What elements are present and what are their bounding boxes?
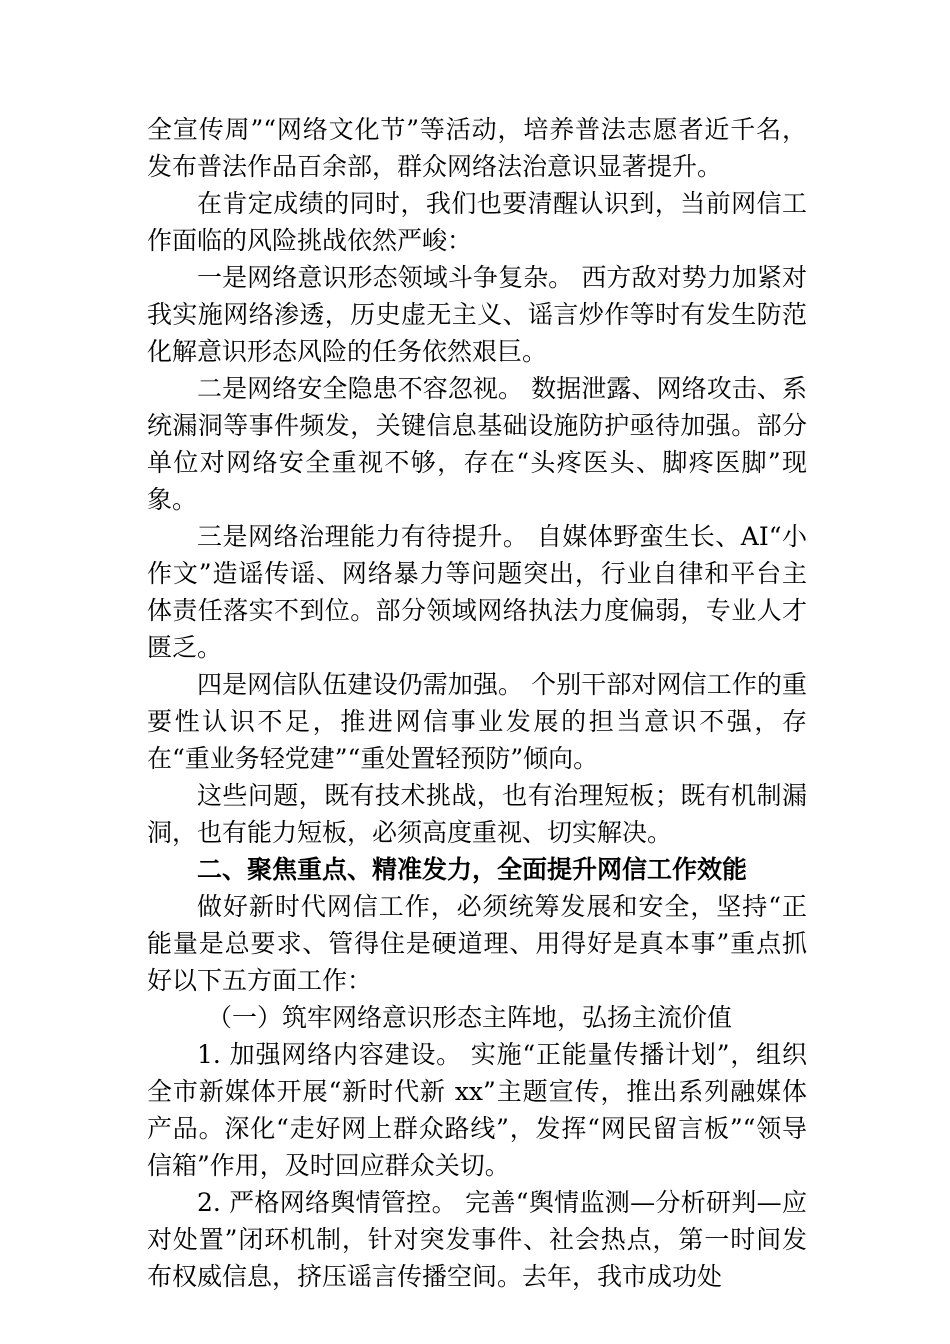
paragraph-challenge-3 bbox=[147, 518, 807, 666]
challenge-1-lead: 一是网络意识形态领域斗争复杂。 bbox=[197, 263, 574, 292]
document-body bbox=[147, 111, 807, 1295]
paragraph-continuation: 全宣传周”“网络文化节”等活动，培养普法志愿者近千名，发布普法作品百余部，群众网络法治意识显著提升。 bbox=[147, 115, 807, 181]
challenge-3-lead: 三是网络治理能力有待提升。 bbox=[197, 522, 529, 551]
paragraph-item-1 bbox=[147, 1036, 807, 1184]
item-2-text: 完善“舆情监测—分析研判—应对处置”闭环机制，针对突发事件、社会热点，第一时间发布权威信息，挤压谣言传播空间。去年，我市成功处 bbox=[147, 1188, 807, 1291]
challenge-4-text: 个别干部对网信工作的重要性认识不足，推进网信事业发展的担当意识不强，存在“重业务轻党建”“重处置轻预防”倾向。 bbox=[147, 670, 807, 773]
paragraph-assessment-intro: 在肯定成绩的同时，我们也要清醒认识到，当前网信工作面临的风险挑战依然严峻： bbox=[147, 189, 807, 255]
challenge-4-lead: 四是网信队伍建设仍需加强。 bbox=[197, 670, 524, 699]
paragraph-section-intro: 做好新时代网信工作，必须统筹发展和安全，坚持“正能量是总要求、管得住是硬道理、用得好是真本事”重点抓好以下五方面工作： bbox=[147, 892, 807, 995]
subsection-heading: （一）筑牢网络意识形态主阵地，弘扬主流价值 bbox=[207, 1003, 733, 1032]
section-heading: 二、聚焦重点、精准发力，全面提升网信工作效能 bbox=[197, 855, 748, 884]
paragraph-challenge-2 bbox=[147, 370, 807, 518]
challenge-2-text: 数据泄露、网络攻击、系统漏洞等事件频发，关键信息基础设施防护亟待加强。部分单位对网络安全重视不够，存在“头疼医头、脚疼医脚”现象。 bbox=[147, 374, 807, 514]
item-2-lead: 2. 严格网络舆情管控。 bbox=[197, 1188, 457, 1217]
challenge-1-text: 西方敌对势力加紧对我实施网络渗透，历史虚无主义、谣言炒作等时有发生防范化解意识形态风险的任务依然艰巨。 bbox=[147, 263, 807, 366]
paragraph-summary: 这些问题，既有技术挑战，也有治理短板；既有机制漏洞，也有能力短板，必须高度重视、切实解决。 bbox=[147, 781, 807, 847]
item-1-lead: 1. 加强网络内容建设。 bbox=[197, 1040, 462, 1069]
challenge-3-text: 自媒体野蛮生长、AI“小作文”造谣传谣、网络暴力等问题突出，行业自律和平台主体责任落实不到位。部分领域网络执法力度偏弱，专业人才匮乏。 bbox=[147, 522, 807, 662]
paragraph-challenge-1 bbox=[147, 259, 807, 370]
paragraph-item-2 bbox=[147, 1184, 807, 1295]
item-1-text: 实施“正能量传播计划”，组织全市新媒体开展“新时代新 xx”主题宣传，推出系列融媒体产品。深化“走好网上群众路线”，发挥“网民留言板”“领导信箱”作用，及时回应群众关切。 bbox=[147, 1040, 807, 1180]
paragraph-challenge-4 bbox=[147, 666, 807, 777]
challenge-2-lead: 二是网络安全隐患不容忽视。 bbox=[197, 374, 524, 403]
